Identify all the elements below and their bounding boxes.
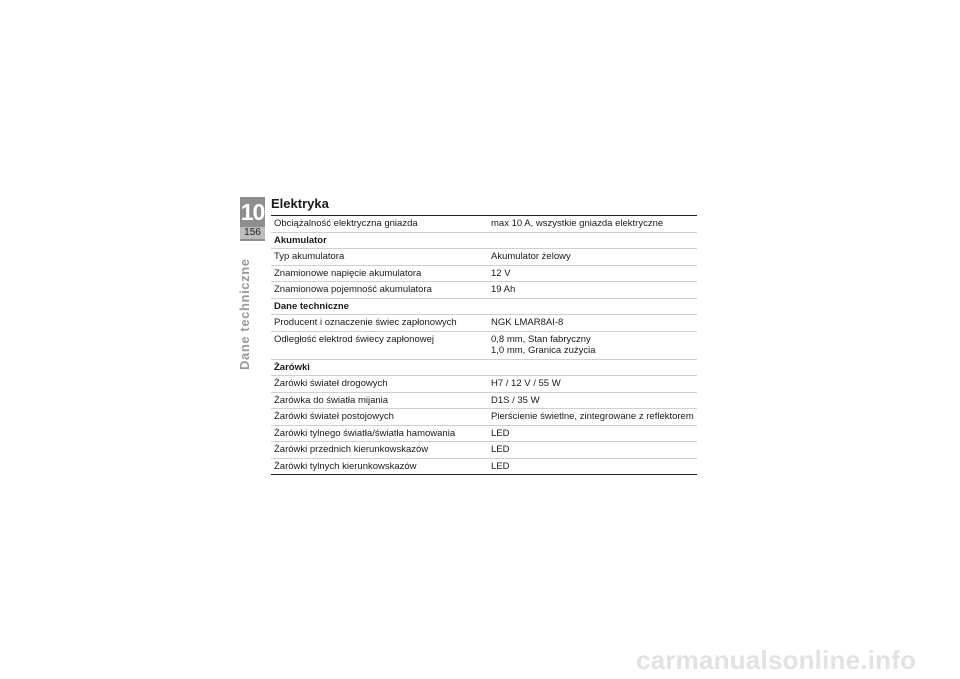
row-label: Typ akumulatora: [271, 249, 488, 266]
spec-table-body: [271, 216, 697, 475]
row-value-line: 0,8 mm, Stan fabryczny: [491, 333, 591, 345]
row-value: [488, 282, 697, 299]
row-value: [488, 265, 697, 282]
page-number: 156: [240, 227, 265, 239]
table-row: [271, 331, 697, 359]
table-row: [271, 442, 697, 459]
row-value-line: Akumulator żelowy: [491, 251, 571, 262]
row-value: [488, 425, 697, 442]
section-title: Elektryka: [271, 196, 329, 211]
row-value: [488, 315, 697, 332]
row-label: Żarówki tylnych kierunkowskazów: [271, 458, 488, 475]
row-label: Żarówki świateł postojowych: [271, 409, 488, 426]
chapter-number: 10: [240, 199, 265, 225]
row-label: Znamionowe napięcie akumulatora: [271, 265, 488, 282]
table-row: [271, 282, 697, 299]
table-group-header: [271, 298, 697, 315]
table-group-header: [271, 359, 697, 376]
row-value: [488, 442, 697, 459]
row-value: [488, 376, 697, 393]
row-value: [488, 216, 697, 233]
row-value-line: 19 Ah: [491, 284, 516, 295]
group-label: Akumulator: [271, 232, 697, 249]
table-row: [271, 409, 697, 426]
row-value-line: LED: [491, 427, 510, 439]
row-value: [488, 249, 697, 266]
row-label: Odległość elektrod świecy zapłonowej: [271, 331, 488, 359]
row-value-line: LED: [491, 444, 510, 455]
row-value: [488, 331, 697, 359]
row-value: [488, 409, 697, 426]
row-value-line: Pierścienie świetlne, zintegrowane z reflektorem: [491, 411, 694, 422]
row-label: Żarówka do światła mijania: [271, 392, 488, 409]
table-row: [271, 216, 697, 233]
row-label: Producent i oznaczenie świec zapłonowych: [271, 315, 488, 332]
row-value-line: D1S / 35 W: [491, 394, 540, 406]
row-label: Żarówki świateł drogowych: [271, 376, 488, 393]
table-row: [271, 315, 697, 332]
row-label: Żarówki tylnego światła/światła hamowania: [271, 425, 488, 442]
row-label: Znamionowa pojemność akumulatora: [271, 282, 488, 299]
row-value: [488, 458, 697, 475]
row-value-line: 12 V: [491, 267, 511, 279]
table-row: [271, 265, 697, 282]
row-value-line: LED: [491, 460, 510, 472]
row-value-line: NGK LMAR8AI-8: [491, 317, 564, 328]
group-label: Dane techniczne: [271, 298, 697, 315]
table-row: [271, 376, 697, 393]
row-value-line: 1,0 mm, Granica zużycia: [491, 345, 596, 356]
watermark: carmanualsonline.info: [636, 645, 917, 675]
group-label: Żarówki: [271, 359, 697, 376]
row-value-line: H7 / 12 V / 55 W: [491, 378, 561, 389]
table-row: [271, 392, 697, 409]
chapter-side-label: Dane techniczne: [237, 258, 252, 370]
row-label: Żarówki przednich kierunkowskazów: [271, 442, 488, 459]
table-row: [271, 249, 697, 266]
table-row: [271, 458, 697, 475]
row-value-line: max 10 A, wszystkie gniazda elektryczne: [491, 218, 664, 229]
table-row: [271, 425, 697, 442]
row-value: [488, 392, 697, 409]
row-label: Obciążalność elektryczna gniazda: [271, 216, 488, 233]
spec-table: [271, 215, 697, 475]
table-group-header: [271, 232, 697, 249]
